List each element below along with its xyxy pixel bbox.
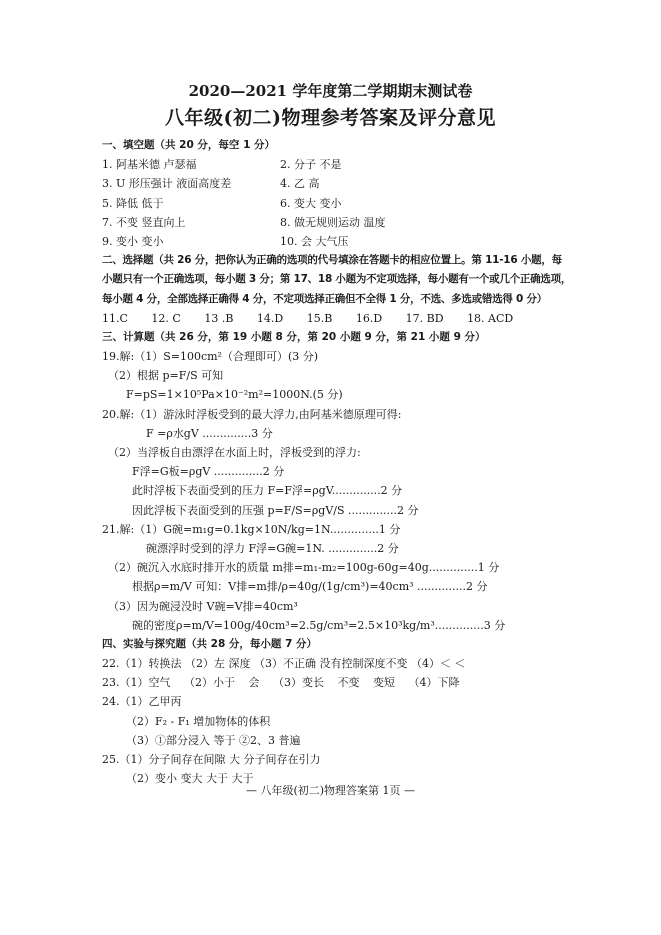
answer-12: 12. C — [151, 311, 181, 325]
answer-23-part: （4）下降 — [408, 676, 460, 690]
answer-23-part: 变短 — [373, 676, 395, 690]
solution-line: F =ρ水gV ..............3 分 — [146, 426, 273, 440]
answer-4: 4. 乙 高 — [280, 177, 320, 191]
fill-in-row — [102, 174, 622, 193]
page-footer: — 八年级(初二)物理答案第 1页 — — [245, 784, 416, 797]
fill-in-row — [102, 232, 622, 251]
solution-line: （3）因为碗浸没时 V碗=V排=40cm³ — [108, 599, 298, 613]
solution-line: （2）根据 p=F/S 可知 — [108, 369, 224, 383]
fill-in-row — [102, 155, 622, 174]
solution-line: 因此浮板下表面受到的压强 p=F/S=ρgV/S ..............2 分 — [132, 503, 419, 517]
answer-3: 3. U 形压强计 液面高度差 — [102, 177, 232, 191]
answer-13: 13 .B — [204, 311, 234, 325]
section-choice-heading: 二、选择题（共 26 分，把你认为正确的选项的代号填涂在答题卡的相应位置上。第 11-16 小题，每 — [102, 254, 562, 267]
answer-body — [102, 136, 622, 788]
answer-22: 22.（1）转换法 （2）左 深度 （3）不正确 没有控制深度不变 （4）＜ ＜ — [102, 657, 466, 671]
section-choice-instructions: 每小题 4 分，全部选择正确得 4 分，不定项选择正确但不全得 1 分，不选、多选或错选得 0 分） — [102, 292, 547, 305]
answer-23-part: （3）变长 — [273, 676, 324, 690]
answer-23-part: （2）小于 — [184, 676, 235, 690]
answer-23-part: 23.（1）空气 — [102, 676, 171, 690]
section-choice-instructions: 小题只有一个正确选项，每小题 3 分；第 17、18 小题为不定项选择，每小题有一个或几个正确选项， — [102, 273, 572, 286]
answer-24-3: （3）①部分浸入 等于 ②2、3 普遍 — [126, 733, 301, 747]
answer-23 — [102, 673, 622, 692]
answer-16: 16.D — [355, 311, 383, 325]
answer-14: 14.D — [256, 311, 284, 325]
section-experiment-heading: 四、实验与探究题（共 28 分，每小题 7 分） — [102, 637, 318, 650]
solution-line: F浮=G板=ρgV ..............2 分 — [132, 465, 285, 479]
solution-line: 此时浮板下表面受到的压力 F=F浮=ρgV..............2 分 — [132, 484, 403, 498]
answer-2: 2. 分子 不是 — [280, 158, 342, 172]
answer-10: 10. 会 大气压 — [280, 234, 349, 248]
answer-7: 7. 不变 竖直向上 — [102, 215, 186, 229]
answer-1: 1. 阿基米德 卢瑟福 — [102, 158, 197, 172]
solution-line: F=pS=1×10⁵Pa×10⁻²m²=1000N.(5 分) — [126, 388, 343, 402]
answer-18: 18. ACD — [467, 311, 514, 325]
choice-answers — [102, 309, 622, 328]
solution-line: 碗漂浮时受到的浮力 F浮=G碗=1N. ..............2 分 — [146, 541, 399, 555]
answer-17: 17. BD — [405, 311, 444, 325]
solution-line: 根据ρ=m/V 可知：V排=m排/ρ=40g/(1g/cm³)=40cm³ ..............2 分 — [132, 580, 488, 594]
answer-23-part: 会 — [248, 676, 260, 690]
answer-23-part: 不变 — [337, 676, 360, 690]
answer-11: 11.C — [102, 311, 128, 325]
answer-15: 15.B — [306, 311, 333, 325]
solution-line: 20.解:（1）游泳时浮板受到的最大浮力,由阿基米德原理可得: — [102, 407, 402, 421]
solution-line: 碗的密度ρ=m/V=100g/40cm³=2.5g/cm³=2.5×10³kg/m³..............3 分 — [132, 618, 506, 632]
exam-title: 2020—2021 学年度第二学期期末测试卷 — [188, 82, 473, 100]
answer-8: 8. 做无规则运动 温度 — [280, 215, 386, 229]
answer-25-2: （2）变小 变大 大于 大于 — [126, 772, 254, 786]
fill-in-row — [102, 194, 622, 213]
solution-line: 19.解:（1）S=100cm²（合理即可）(3 分) — [102, 350, 319, 364]
fill-in-row — [102, 213, 622, 232]
answer-6: 6. 变大 变小 — [280, 196, 342, 210]
answer-5: 5. 降低 低于 — [102, 196, 164, 210]
solution-line: （2）当浮板自由漂浮在水面上时，浮板受到的浮力: — [108, 446, 361, 459]
answer-24-1: 24.（1）乙甲丙 — [102, 695, 182, 709]
solution-line: （2）碗沉入水底时排开水的质量 m排=m₁-m₂=100g-60g=40g..............1 分 — [108, 561, 500, 575]
document-title: 八年级(初二)物理参考答案及评分意见 — [165, 107, 496, 129]
section-calculation-heading: 三、计算题（共 26 分，第 19 小题 8 分，第 20 小题 9 分，第 21 小题 9 分） — [102, 330, 486, 343]
solution-line: 21.解:（1）G碗=m₁g=0.1kg×10N/kg=1N..............1 分 — [102, 522, 401, 536]
answer-24-2: （2）F₂ - F₁ 增加物体的体积 — [126, 714, 271, 728]
section-fill-in-heading: 一、填空题（共 20 分，每空 1 分） — [102, 139, 276, 151]
answer-25-1: 25.（1）分子间存在间隙 大 分子间存在引力 — [102, 753, 321, 766]
answer-9: 9. 变小 变小 — [102, 234, 164, 248]
